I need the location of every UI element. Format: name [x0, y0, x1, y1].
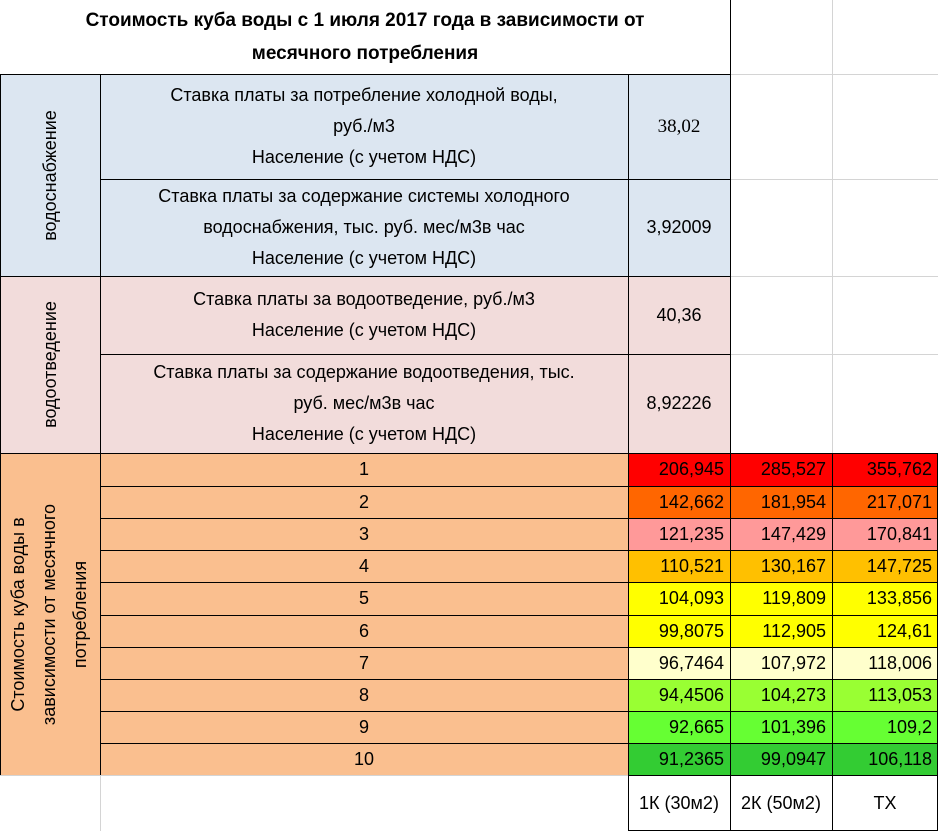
cost-value-c3: 133,856: [832, 582, 938, 615]
desc-line: Ставка платы за водоотведение, руб./м3: [193, 289, 535, 309]
cost-value-c1: 91,2365: [628, 743, 730, 775]
cost-value-c2: 101,396: [730, 711, 832, 743]
cost-value-c2: 181,954: [730, 486, 832, 518]
cost-value-c2: 107,972: [730, 647, 832, 679]
consumption-level: 4: [100, 550, 628, 582]
disposal-maintenance-desc: [100, 354, 628, 453]
water-supply-group: [0, 74, 100, 276]
cost-value-c1: 99,8075: [628, 615, 730, 647]
cost-value-c2: 147,429: [730, 518, 832, 550]
supply-rate-maintenance-desc: [100, 179, 628, 276]
consumption-level: 9: [100, 711, 628, 743]
cost-value-c1: 206,945: [628, 453, 730, 486]
cost-value-c3: 147,725: [832, 550, 938, 582]
cost-value-c1: 142,662: [628, 486, 730, 518]
consumption-level: 10: [100, 743, 628, 775]
cost-value-c3: 217,071: [832, 486, 938, 518]
desc-line: Ставка платы за потребление холодной воды,: [170, 85, 558, 105]
consumption-level: 3: [100, 518, 628, 550]
cost-value-c1: 92,665: [628, 711, 730, 743]
consumption-level: 8: [100, 679, 628, 711]
desc-line: водоснабжения, тыс. руб. мес/м3в час: [203, 217, 525, 237]
desc-line: Население (с учетом НДС): [251, 424, 477, 444]
cost-group-label: [4, 503, 97, 724]
desc-line: Население (с учетом НДС): [251, 147, 477, 167]
cost-value-c1: 96,7464: [628, 647, 730, 679]
cost-value-c3: 124,61: [832, 615, 938, 647]
supply-rate-maintenance-value: 3,92009: [628, 179, 730, 276]
cost-value-c1: 94,4506: [628, 679, 730, 711]
cost-value-c1: 110,521: [628, 550, 730, 582]
cost-value-c3: 355,762: [832, 453, 938, 486]
water-disposal-group: [0, 276, 100, 453]
cost-value-c2: 119,809: [730, 582, 832, 615]
desc-line: Население (с учетом НДС): [251, 320, 477, 340]
water-supply-label: водоснабжение: [39, 109, 60, 241]
sheet-title-line-2: месячного потребления: [251, 43, 479, 64]
cost-value-c3: 109,2: [832, 711, 938, 743]
sheet-title-line-1: Стоимость куба воды с 1 июля 2017 года в зависимости от: [85, 10, 645, 31]
cost-value-c2: 130,167: [730, 550, 832, 582]
supply-rate-consumption-value: 38,02: [628, 74, 730, 179]
cost-group-label-line: Стоимость куба воды в: [8, 516, 29, 712]
column-header-2k: 2К (50м2): [741, 792, 821, 813]
cost-value-c1: 121,235: [628, 518, 730, 550]
supply-rate-consumption-desc: [100, 74, 628, 179]
cost-value-c3: 170,841: [832, 518, 938, 550]
cost-value-c2: 285,527: [730, 453, 832, 486]
water-disposal-label: водоотведение: [39, 301, 60, 428]
consumption-level: 6: [100, 615, 628, 647]
desc-line: Ставка платы за содержание водоотведения, тыс.: [153, 362, 575, 382]
cost-value-c3: 118,006: [832, 647, 938, 679]
consumption-level: 5: [100, 582, 628, 615]
disposal-rate-value: 40,36: [628, 276, 730, 354]
column-header-1k: 1К (30м2): [639, 792, 719, 813]
cost-value-c2: 112,905: [730, 615, 832, 647]
consumption-level: 7: [100, 647, 628, 679]
disposal-maintenance-value: 8,92226: [628, 354, 730, 453]
cost-group: [0, 453, 100, 775]
desc-line: Население (с учетом НДС): [251, 248, 477, 268]
sheet-title: [0, 0, 730, 74]
consumption-level: 2: [100, 486, 628, 518]
cost-value-c1: 104,093: [628, 582, 730, 615]
cost-group-label-line: зависимости от месячного: [39, 503, 60, 725]
column-header-tx: ТХ: [873, 792, 897, 813]
desc-line: Ставка платы за содержание системы холодного: [158, 186, 570, 206]
desc-line: руб. мес/м3в час: [293, 393, 435, 413]
cost-value-c2: 104,273: [730, 679, 832, 711]
cost-group-label-line: потребления: [70, 560, 91, 668]
disposal-rate-desc: [100, 276, 628, 354]
cost-value-c3: 113,053: [832, 679, 938, 711]
cost-value-c3: 106,118: [832, 743, 938, 775]
consumption-level: 1: [100, 453, 628, 486]
cost-value-c2: 99,0947: [730, 743, 832, 775]
desc-line: руб./м3: [333, 116, 395, 136]
